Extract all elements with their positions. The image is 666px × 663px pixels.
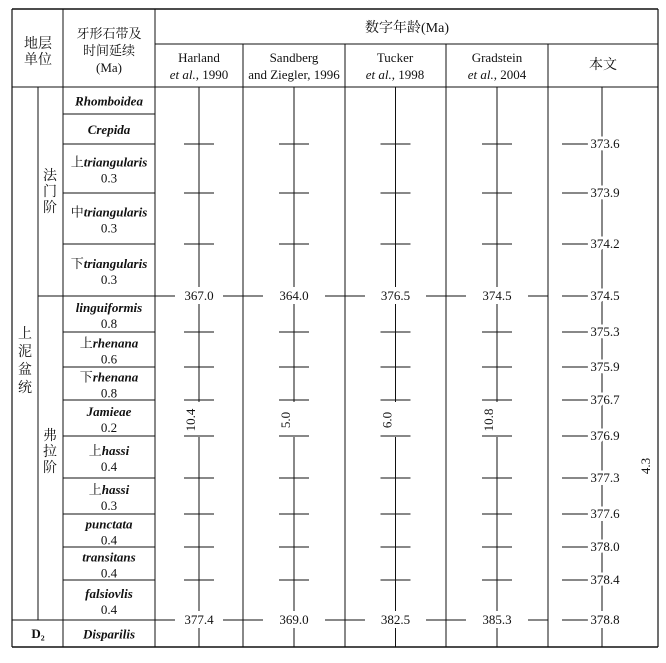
zone-label <box>71 256 148 271</box>
boundary-age: 376.5 <box>380 288 411 303</box>
zone-name: hassi <box>101 443 130 458</box>
zone-label <box>80 336 139 351</box>
zone-duration: 0.4 <box>100 565 118 581</box>
source-etal: et al. <box>365 67 392 82</box>
unit-header-label: 单位 <box>24 53 52 68</box>
frasnian-stage-char: 弗 <box>43 429 57 444</box>
source-author: Harland <box>178 50 220 65</box>
zone-name: linguiformis <box>75 300 143 315</box>
source-year: , 1990 <box>195 67 229 82</box>
zone-duration: 0.3 <box>100 272 118 287</box>
this-study-age: 378.8 <box>590 612 620 627</box>
zone-label <box>76 300 142 315</box>
zone-label <box>71 155 148 170</box>
zone-prefix: 上 <box>79 335 93 351</box>
source-author: Tucker <box>376 50 414 65</box>
this-study-age: 374.5 <box>590 288 620 303</box>
zone-label <box>89 443 130 458</box>
zone-header-label: 牙形石带及 <box>76 26 142 41</box>
zone-name: transitans <box>82 549 136 565</box>
this-study-age: 375.9 <box>590 359 620 374</box>
zone-label <box>82 627 135 642</box>
zone-name: rhenana <box>92 335 139 351</box>
zone-duration: 0.8 <box>100 385 118 401</box>
zone-duration: 0.8 <box>100 316 118 331</box>
zone-duration: 0.4 <box>100 532 118 548</box>
zone-label <box>89 482 130 497</box>
series-label-char: 泥 <box>18 345 32 360</box>
numeric-age-title: 数字年龄(Ma) <box>365 21 449 36</box>
boundary-age: 364.0 <box>279 288 309 303</box>
zone-name: falsiovlis <box>85 586 133 601</box>
famennian-stage-char: 法 <box>43 169 57 184</box>
source-citation: and Ziegler, 1996 <box>248 67 340 82</box>
boundary-age: 374.5 <box>482 288 512 303</box>
source-citation <box>170 67 229 82</box>
zone-name: Crepida <box>87 122 131 137</box>
zone-label <box>82 550 135 565</box>
frasnian-duration: 5.0 <box>278 411 293 429</box>
this-study-age: 373.6 <box>590 136 620 151</box>
zone-prefix: 上 <box>70 154 84 170</box>
this-study-age: 377.6 <box>590 506 620 521</box>
series-label-char: 上 <box>18 327 32 342</box>
zone-label <box>85 517 133 532</box>
frasnian-stage-char: 拉 <box>43 445 57 460</box>
source-year: , 2004 <box>493 67 527 82</box>
this-study-age: 376.9 <box>590 428 620 443</box>
source-citation <box>468 67 527 82</box>
source-etal: et al. <box>169 67 196 82</box>
zone-prefix: 上 <box>88 482 102 497</box>
frasnian-duration: 6.0 <box>379 411 395 429</box>
this-study-age: 376.7 <box>590 392 620 407</box>
series-label-char: 统 <box>18 381 32 396</box>
famennian-stage-char: 门 <box>43 185 57 200</box>
zone-name: punctata <box>85 516 133 532</box>
this-study-age: 373.9 <box>590 185 620 200</box>
this-study-age: 377.3 <box>590 470 620 485</box>
zone-label <box>85 586 133 601</box>
middle-devonian-label: D₂ <box>31 626 45 641</box>
zone-duration: 0.6 <box>100 351 118 367</box>
zone-duration: 0.2 <box>100 420 118 435</box>
frasnian-stage-char: 阶 <box>43 461 57 476</box>
this-study-header: 本文 <box>589 58 617 73</box>
frasnian-duration: 10.4 <box>183 408 198 432</box>
zone-prefix: 下 <box>79 369 93 385</box>
this-study-total: 4.3 <box>638 457 653 475</box>
source-etal: et al. <box>467 67 494 82</box>
zone-label <box>80 370 139 385</box>
zone-label <box>71 205 148 220</box>
zone-name: Disparilis <box>82 626 136 642</box>
frasnian-duration: 10.8 <box>481 408 496 432</box>
zone-label <box>86 404 132 419</box>
zone-label <box>74 94 143 109</box>
zone-duration: 0.4 <box>100 602 118 617</box>
zone-name: triangularis <box>83 256 148 271</box>
zone-prefix: 下 <box>70 256 84 271</box>
zone-label <box>88 122 131 137</box>
zone-duration: 0.3 <box>100 498 118 513</box>
zone-prefix: 中 <box>70 204 84 220</box>
source-year: , 1998 <box>391 67 425 82</box>
zone-prefix: 上 <box>88 443 102 458</box>
unit-header-label: 地层 <box>24 37 52 52</box>
zone-name: Jamieae <box>86 404 132 419</box>
source-citation <box>366 67 425 82</box>
zone-header-label: (Ma) <box>96 60 122 75</box>
zone-header-label: 时间延续 <box>82 43 136 58</box>
source-author: Gradstein <box>471 50 523 65</box>
boundary-age: 367.0 <box>184 288 214 303</box>
source-author: Sandberg <box>269 50 319 65</box>
zone-duration: 0.4 <box>100 459 118 474</box>
famennian-stage-char: 阶 <box>43 201 57 216</box>
zone-name: rhenana <box>92 369 139 385</box>
zone-name: hassi <box>101 482 130 497</box>
zone-name: triangularis <box>83 154 148 170</box>
boundary-age: 385.3 <box>482 612 512 627</box>
this-study-age: 375.3 <box>590 324 620 339</box>
boundary-age: 377.4 <box>184 612 214 627</box>
boundary-age: 382.5 <box>380 612 411 627</box>
boundary-age: 369.0 <box>279 612 309 627</box>
this-study-age: 374.2 <box>590 236 620 251</box>
zone-name: Rhomboidea <box>75 93 143 109</box>
zone-name: triangularis <box>83 204 148 220</box>
this-study-age: 378.0 <box>590 539 620 554</box>
series-label-char: 盆 <box>18 363 32 378</box>
zone-duration: 0.3 <box>100 220 118 236</box>
this-study-age: 378.4 <box>590 572 620 587</box>
zone-duration: 0.3 <box>100 170 118 186</box>
